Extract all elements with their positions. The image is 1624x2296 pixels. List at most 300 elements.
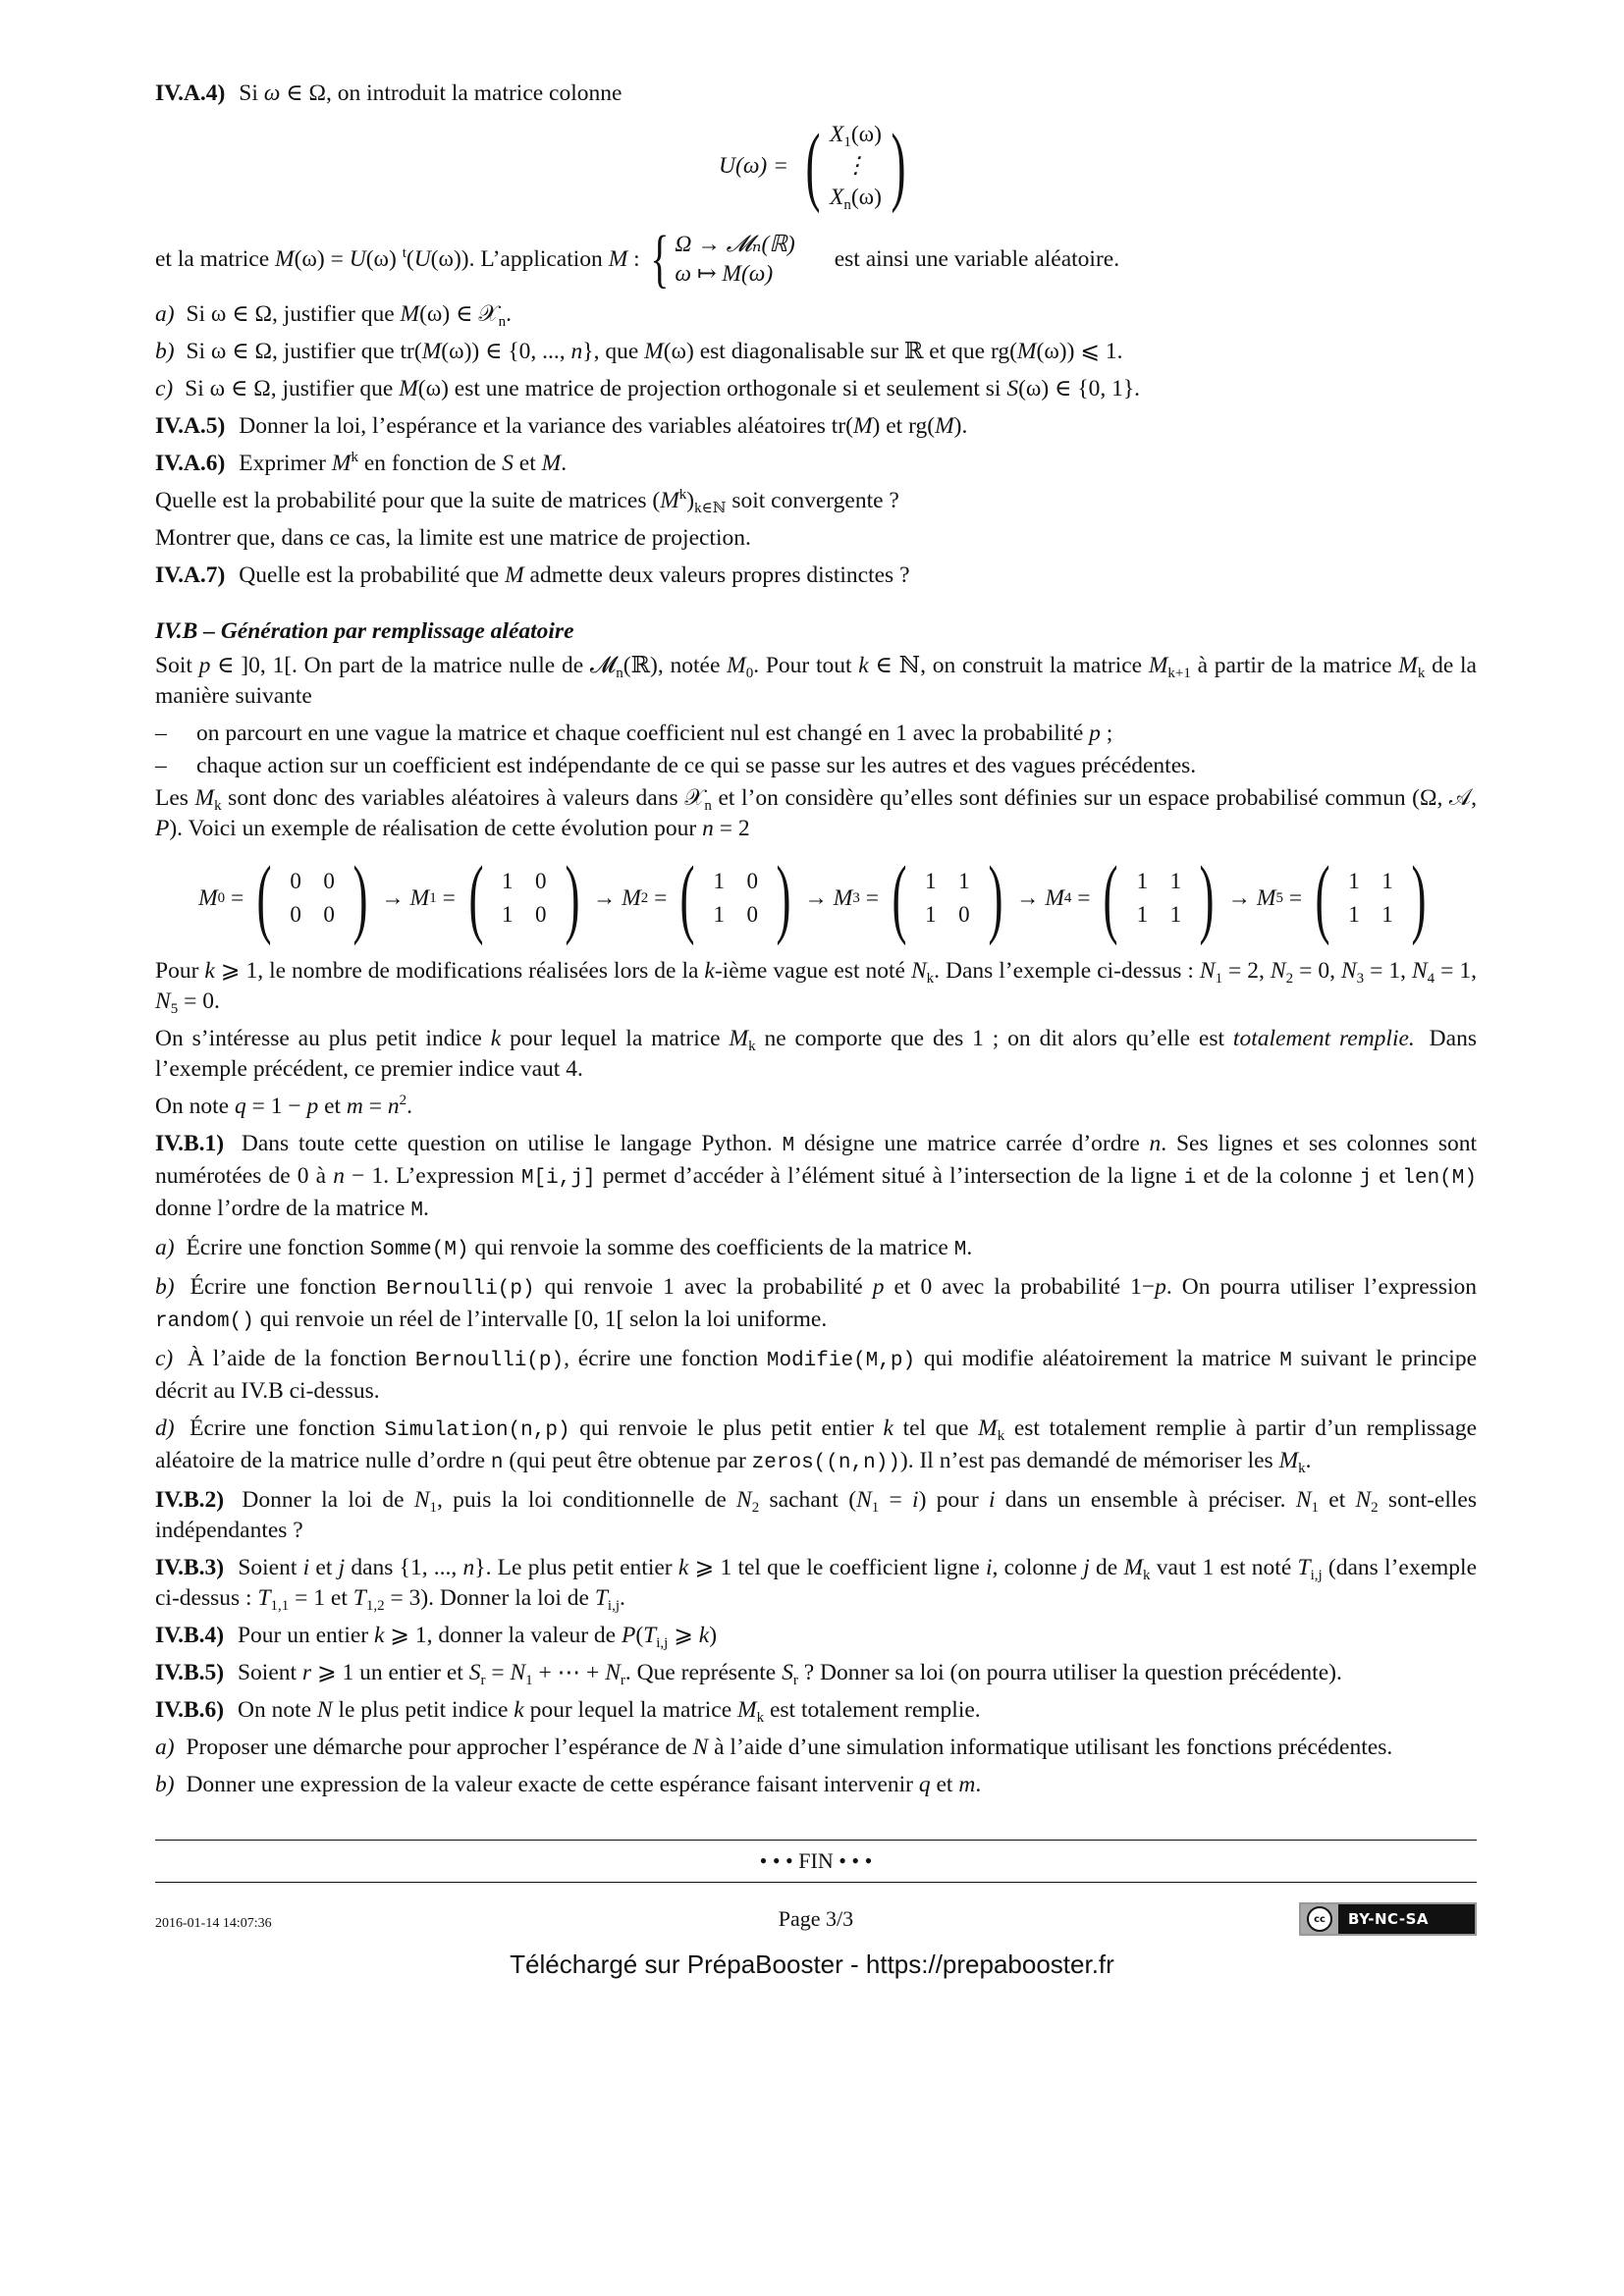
subscript: n: [616, 666, 623, 681]
subscript: n: [704, 798, 712, 814]
text: chaque action sur un coefficient est indépendante de ce qui se passe sur les autres et des vagues précédentes.: [196, 753, 1197, 778]
license-label: BY-NC-SA: [1348, 1910, 1430, 1928]
arrow-icon: →: [1227, 884, 1251, 911]
text: . Ses lignes et ses colonnes sont numérotées de 0 à: [155, 1131, 1477, 1189]
subscript: r: [480, 1673, 486, 1688]
matrix-cell: 1: [501, 869, 514, 893]
code-inline: len(M): [1402, 1167, 1477, 1190]
paragraph-q-IVB6: [155, 1695, 1477, 1726]
text: :: [627, 245, 640, 272]
code-inline: Bernoulli(p): [414, 1350, 565, 1372]
vector-entry: [830, 182, 882, 213]
mapping-conclusion: est ainsi une variable aléatoire.: [834, 245, 1120, 272]
subscript: k∈ℕ: [694, 501, 727, 516]
text: sont donc des variables aléatoires à valeurs dans 𝒳: [221, 785, 705, 811]
fin-text: • • • FIN • • •: [759, 1848, 873, 1873]
equals-sign: =: [1282, 884, 1308, 911]
superscript: t: [402, 244, 406, 261]
question-number: IV.A.5): [155, 413, 226, 439]
paragraph-IVB-totale: [155, 1024, 1477, 1085]
entry-arg: (ω): [850, 185, 882, 210]
text: ) et rg(: [872, 413, 936, 439]
subscript: k: [1143, 1568, 1151, 1583]
text: (ω) ∈ {0, 1}.: [1018, 376, 1141, 401]
math-symbol: M: [935, 413, 954, 439]
math-symbol: p: [1155, 1274, 1166, 1300]
left-paren: (: [892, 849, 907, 946]
paragraph-IVA6-l2: [155, 486, 1477, 516]
cc-icon: cc: [1301, 1904, 1338, 1934]
left-paren: (: [1315, 849, 1330, 946]
matrix-cell: 1: [1136, 902, 1149, 927]
question-number: IV.B.4): [155, 1623, 225, 1648]
matrix-name: M: [1256, 884, 1276, 911]
text: et de la colonne: [1196, 1163, 1360, 1189]
matrix-2x2: [491, 868, 558, 929]
math-symbol: N: [1355, 1487, 1372, 1513]
matrix-cell: 1: [925, 869, 937, 893]
math-symbol: n: [702, 816, 714, 841]
text: }, que: [582, 339, 645, 364]
code-inline: M: [1279, 1350, 1292, 1372]
code-inline: M[i,j]: [520, 1167, 596, 1190]
text: ⩾ 1, le nombre de modifications réalisées lors de la: [214, 958, 705, 984]
math-symbol: T: [257, 1585, 271, 1611]
paragraph-IVB1-c: [155, 1344, 1477, 1407]
math-symbol: N: [1340, 958, 1357, 984]
subscript: k: [997, 1428, 1005, 1444]
text: (ω) =: [294, 245, 350, 272]
item-label: c): [155, 376, 174, 401]
entry-var: X: [829, 185, 844, 210]
equation-lhs: U(ω) =: [719, 152, 788, 179]
math-symbol: n: [570, 339, 583, 364]
matrix-name: M: [833, 884, 853, 911]
text: Écrire une fonction: [180, 1274, 387, 1300]
math-symbol: U: [349, 245, 366, 272]
math-symbol: M: [608, 245, 628, 272]
parenthesized-matrix: [885, 849, 1010, 946]
paragraph-IVA4-c: [155, 374, 1477, 404]
math-symbol: j: [1083, 1555, 1090, 1580]
text: sont-elles indépendantes ?: [155, 1487, 1477, 1543]
math-symbol: N: [510, 1660, 526, 1685]
text: . Que représente: [624, 1660, 783, 1685]
subscript: 3: [1356, 971, 1365, 987]
matrix-2x2: [702, 868, 769, 929]
entry-var: ⋮: [843, 153, 868, 179]
matrix-name: M: [198, 884, 218, 911]
matrix-name: M: [409, 884, 430, 911]
math-symbol: M: [660, 488, 679, 513]
equals-sign: =: [436, 884, 461, 911]
item-label: b): [155, 1274, 175, 1300]
text: = 2: [713, 816, 750, 841]
text: pour lequel la matrice: [523, 1697, 738, 1723]
item-label: c): [155, 1346, 174, 1371]
text: de: [1089, 1555, 1124, 1580]
paragraph-q-IVA6: [155, 449, 1477, 479]
subscript: k: [926, 971, 935, 987]
paragraph-IVB1-b: [155, 1272, 1477, 1337]
right-paren: ): [565, 849, 580, 946]
section-heading: IV.B – Génération par remplissage aléatoire: [155, 618, 574, 644]
subscript: k: [1417, 666, 1426, 681]
subscript: 1: [525, 1673, 533, 1688]
text: suivant le principe décrit au IV.B ci-dessus.: [155, 1346, 1477, 1404]
subscript: 4: [1427, 971, 1435, 987]
left-paren: (: [468, 849, 484, 946]
text: à partir de la matrice: [1190, 653, 1399, 678]
text: Si ω ∈ Ω, justifier que: [179, 376, 400, 401]
subscript: n: [498, 314, 507, 330]
text: Dans toute cette question on utilise le langage Python.: [232, 1131, 783, 1156]
math-symbol: j: [338, 1555, 346, 1580]
code-inline: i: [1183, 1167, 1197, 1190]
matrix-cell: 1: [1348, 902, 1360, 927]
paragraph-q-IVB2: [155, 1485, 1477, 1546]
text: à l’aide d’une simulation informatique utilisant les fonctions précédentes.: [708, 1735, 1393, 1760]
paragraph-IVA4-b: [155, 337, 1477, 367]
parenthesized-matrix: [249, 849, 375, 946]
text: Écrire une fonction: [180, 1235, 370, 1260]
end-marker: [155, 1840, 1477, 1883]
text: − 1. L’expression: [344, 1163, 521, 1189]
math-symbol: M: [1398, 653, 1418, 678]
right-paren: ): [1199, 849, 1215, 946]
text: = 1 −: [245, 1094, 307, 1119]
text: et la matrice: [155, 245, 275, 272]
text: ⩾ 1, donner la valeur de: [384, 1623, 622, 1648]
text: À l’aide de la fonction: [179, 1346, 415, 1371]
matrix-name: M: [1045, 884, 1064, 911]
text: ∈ ]0, 1[. On part de la matrice nulle de 𝓜: [210, 653, 617, 678]
equals-sign: =: [1071, 884, 1097, 911]
subscript: r: [620, 1673, 625, 1688]
text: Si: [233, 80, 264, 106]
text: pour lequel la matrice: [501, 1026, 730, 1051]
math-symbol: M: [505, 562, 524, 588]
entry-index: 1: [843, 134, 851, 150]
subscript: 2: [1371, 1500, 1379, 1516]
subscript: 2: [751, 1500, 760, 1516]
matrix-cell: 0: [534, 869, 547, 893]
text: .: [406, 1094, 413, 1119]
text: Donner la loi de: [232, 1487, 414, 1513]
text: de la manière suivante: [155, 653, 1477, 709]
text: =: [485, 1660, 511, 1685]
math-symbol: M: [331, 451, 352, 476]
text: vaut 1 est noté: [1150, 1555, 1298, 1580]
matrix-cell: 0: [290, 869, 301, 893]
parenthesized-matrix: [673, 849, 798, 946]
matrix-2x2: [1125, 868, 1192, 929]
text: ⩾ 1 un entier et: [311, 1660, 469, 1685]
math-symbol: T: [1297, 1555, 1311, 1580]
text: = 0,: [1293, 958, 1341, 984]
math-symbol: p: [1089, 721, 1101, 746]
matrix-cell: 1: [925, 902, 937, 927]
text: sachant (: [759, 1487, 857, 1513]
text: en fonction de: [357, 451, 503, 476]
math-symbol: M: [852, 413, 873, 439]
mapping-lines: [675, 230, 794, 289]
subscript: k: [1298, 1461, 1306, 1476]
text: (dans l’exemple ci-dessus :: [155, 1555, 1477, 1611]
superscript: 2: [399, 1093, 407, 1108]
code-inline: Somme(M): [369, 1239, 469, 1261]
superscript: k: [351, 450, 358, 465]
text: = 1,: [1435, 958, 1478, 984]
math-symbol: N: [1199, 958, 1216, 984]
text: .: [561, 451, 568, 476]
math-symbol: M: [737, 1697, 757, 1723]
text: .: [1305, 1448, 1312, 1473]
text: .: [422, 1196, 429, 1221]
vector-entry: [844, 150, 868, 182]
math-symbol: k: [373, 1623, 385, 1648]
math-symbol: i: [989, 1487, 996, 1513]
code-inline: M: [782, 1135, 795, 1157]
text: Écrire une fonction: [180, 1415, 385, 1441]
matrix-cell: 0: [746, 869, 759, 893]
code-inline: n: [490, 1452, 504, 1474]
text: qui renvoie un réel de l’intervalle [0, 1[ selon la loi uniforme.: [253, 1307, 828, 1332]
paragraph-q-IVA7: [155, 561, 1477, 591]
text: -ième vague est noté: [714, 958, 911, 984]
math-symbol: N: [736, 1487, 752, 1513]
matrix-2x2: [914, 868, 981, 929]
subscript: k+1: [1167, 666, 1191, 681]
matrix-cell: 1: [1381, 902, 1393, 927]
subscript: 1: [429, 1500, 438, 1516]
text: ): [709, 1623, 718, 1648]
text: (ω) est diagonalisable sur ℝ et que rg(: [663, 339, 1017, 364]
text: ∈ Ω, on introduit la matrice colonne: [280, 80, 623, 106]
arrow-icon: →: [381, 884, 405, 911]
matrix-cell: 1: [713, 869, 726, 893]
text: est totalement remplie.: [764, 1697, 981, 1723]
text: et: [318, 1094, 347, 1119]
text: donne l’ordre de la matrice: [155, 1196, 411, 1221]
text: qui modifie aléatoirement la matrice: [915, 1346, 1280, 1371]
paragraph-IVB-intro: [155, 651, 1477, 712]
math-symbol: k: [677, 1555, 689, 1580]
math-symbol: T: [352, 1585, 366, 1611]
text: (ω)). L’application: [430, 245, 609, 272]
list-item-IVB-dash1: [155, 719, 1477, 749]
text: désigne une matrice carrée d’ordre: [794, 1131, 1150, 1156]
text: . Dans l’exemple ci-dessus :: [934, 958, 1200, 984]
item-label: b): [155, 339, 175, 364]
code-inline: Bernoulli(p): [386, 1278, 535, 1301]
question-number: IV.A.6): [155, 451, 226, 476]
math-symbol: M: [1148, 653, 1168, 678]
question-number: IV.B.5): [155, 1660, 225, 1685]
text: Pour: [155, 958, 205, 984]
parenthesized-matrix: [798, 119, 913, 213]
subscript: i,j: [607, 1598, 620, 1614]
matrix-cell: 0: [746, 902, 759, 927]
text: ). Voici un exemple de réalisation de cette évolution pour: [169, 816, 703, 841]
text: est totalement remplie à partir d’un remplissage aléatoire de la matrice nulle d’ordre: [155, 1415, 1478, 1473]
math-symbol: T: [643, 1623, 657, 1648]
text: Quelle est la probabilité que: [233, 562, 506, 588]
question-number: IV.B.2): [155, 1487, 225, 1513]
text: admette deux valeurs propres distinctes ?: [523, 562, 910, 588]
text: Exprimer: [233, 451, 332, 476]
matrix-cell: 1: [1348, 869, 1360, 893]
math-symbol: p: [198, 653, 211, 678]
right-paren: ): [776, 849, 791, 946]
text: (: [406, 245, 414, 272]
text: .: [506, 301, 512, 327]
matrix-cell: 0: [534, 902, 547, 927]
question-number: IV.B.3): [155, 1555, 225, 1580]
text: , puis la loi conditionnelle de: [437, 1487, 737, 1513]
paragraph-q-IVB3: [155, 1553, 1477, 1614]
text: }. Le plus petit entier: [474, 1555, 678, 1580]
math-symbol: M: [421, 339, 442, 364]
item-label: a): [155, 1735, 175, 1760]
cc-license-badge[interactable]: [1299, 1902, 1477, 1936]
math-symbol: k: [704, 958, 715, 984]
text: ).: [953, 413, 968, 439]
entry-index: n: [843, 197, 851, 213]
equals-sign: =: [648, 884, 674, 911]
parenthesized-matrix: [461, 849, 587, 946]
text: le plus petit indice: [332, 1697, 514, 1723]
paragraph-IVB6-a: [155, 1733, 1477, 1763]
entry-arg: (ω): [850, 122, 882, 147]
code-inline: random(): [155, 1310, 254, 1333]
math-symbol: M: [1278, 1448, 1299, 1473]
left-paren: (: [805, 117, 821, 214]
subscript: i,j: [656, 1635, 669, 1651]
arrow-icon: →: [804, 884, 828, 911]
matrix-2x2: [1337, 868, 1404, 929]
math-symbol: N: [605, 1660, 621, 1685]
column-vector: [828, 119, 884, 213]
paragraph-IVB1-d: [155, 1414, 1477, 1478]
math-symbol: M: [275, 245, 295, 272]
paragraph-IVB-les: [155, 783, 1477, 844]
download-source-link[interactable]: Téléchargé sur PrépaBooster - https://prepabooster.fr: [510, 1949, 1114, 1979]
math-symbol: m: [346, 1094, 363, 1119]
subscript: k: [748, 1039, 756, 1054]
paragraph-IVB-Nk: [155, 956, 1477, 1017]
math-symbol: p: [306, 1094, 319, 1119]
text: + ⋯ +: [532, 1660, 606, 1685]
text: =: [362, 1094, 388, 1119]
display-equation-U: [155, 119, 1477, 213]
math-symbol: M: [1016, 339, 1037, 364]
paragraph-IVA4-a: [155, 299, 1477, 330]
left-paren: (: [256, 849, 272, 946]
math-symbol: N: [316, 1697, 333, 1723]
paragraph-IVB-note: [155, 1092, 1477, 1122]
math-symbol: M: [1123, 1555, 1144, 1580]
left-paren: (: [1103, 849, 1118, 946]
matrix-cell: 0: [958, 902, 970, 927]
math-symbol: n: [333, 1163, 345, 1189]
subscript: 5: [170, 1001, 179, 1017]
matrix-cell: 1: [958, 869, 970, 893]
text: et 0 avec la probabilité 1−: [884, 1274, 1156, 1300]
matrix-evolution-example: M 0 = ( 0 0 0 0 ) → M 1 = ( 1 0 1 0 ) → M 2 = ( 1 0 1 0 ) → M 3 = ( 1 1 1 0 ) → M 4 = ( 1 1 1 1 ) → M 5 = ( 1 1 1 1 ): [155, 854, 1477, 942]
code-inline: Modifie(M,p): [766, 1350, 916, 1372]
math-symbol: q: [918, 1772, 931, 1797]
text: Si ω ∈ Ω, justifier que: [180, 301, 401, 327]
text: ;: [1100, 721, 1113, 746]
matrix-cell: 0: [290, 902, 301, 927]
arrow-icon: →: [592, 884, 617, 911]
paragraph-q-IVB5: [155, 1658, 1477, 1688]
text: qui renvoie 1 avec la probabilité: [534, 1274, 873, 1300]
right-paren: ): [352, 849, 368, 946]
text: Donner une expression de la valeur exacte de cette espérance faisant intervenir: [180, 1772, 919, 1797]
math-symbol: S: [1006, 376, 1019, 401]
arrow-icon: →: [1015, 884, 1040, 911]
footer-date: 2016-01-14 14:07:36: [155, 1916, 272, 1931]
text: Montrer que, dans ce cas, la limite est une matrice de projection.: [155, 525, 751, 551]
math-symbol: M: [194, 785, 215, 811]
matrix-cell: 1: [1169, 902, 1182, 927]
math-symbol: k: [698, 1623, 710, 1648]
dash-bullet: –: [155, 721, 167, 746]
code-inline: Simulation(n,p): [384, 1419, 570, 1442]
math-symbol: P: [155, 816, 170, 841]
text: Pour un entier: [232, 1623, 374, 1648]
math-symbol: k: [858, 653, 869, 678]
text: ). Il n’est pas demandé de mémoriser les: [899, 1448, 1279, 1473]
text: et l’on considère qu’elles sont définies sur un espace probabilisé commun (Ω, 𝒜,: [711, 785, 1477, 811]
text: Quelle est la probabilité pour que la suite de matrices (: [155, 488, 661, 513]
page-footer: [155, 1902, 1477, 1942]
document-page: [155, 0, 1477, 1800]
text: (: [635, 1623, 644, 1648]
math-symbol: N: [155, 988, 171, 1014]
matrix-cell: 1: [1136, 869, 1149, 893]
math-symbol: M: [978, 1415, 998, 1441]
mapping-intro: [155, 244, 640, 275]
subscript: 1: [1311, 1500, 1319, 1516]
subscript: k: [756, 1710, 765, 1726]
right-paren: ): [988, 849, 1003, 946]
parenthesized-matrix: [1308, 849, 1434, 946]
paragraph-q-IVB4: [155, 1621, 1477, 1651]
matrix-cell: 0: [323, 902, 335, 927]
text: on parcourt en une vague la matrice et chaque coefficient nul est changé en 1 avec la probabilité: [196, 721, 1090, 746]
subscript: 0: [745, 666, 754, 681]
text: et: [513, 451, 542, 476]
subscript: 1: [871, 1500, 880, 1516]
text: (ω) ∈ 𝒳: [419, 301, 499, 327]
code-inline: M: [953, 1239, 967, 1261]
text: (ω)) ⩽ 1.: [1036, 339, 1123, 364]
question-number: IV.B.1): [155, 1131, 225, 1156]
text: .: [966, 1235, 973, 1260]
math-symbol: k: [490, 1026, 502, 1051]
math-symbol: N: [1411, 958, 1428, 984]
text: ne comporte que des 1 ; on dit alors qu’elle est: [755, 1026, 1233, 1051]
matrix-2x2: [279, 868, 346, 929]
subscript: 1,2: [365, 1598, 385, 1614]
code-inline: zeros((n,n)): [751, 1452, 900, 1474]
text: ): [686, 488, 695, 513]
math-symbol: n: [462, 1555, 475, 1580]
text: Donner la loi, l’espérance et la variance des variables aléatoires tr(: [233, 413, 853, 439]
